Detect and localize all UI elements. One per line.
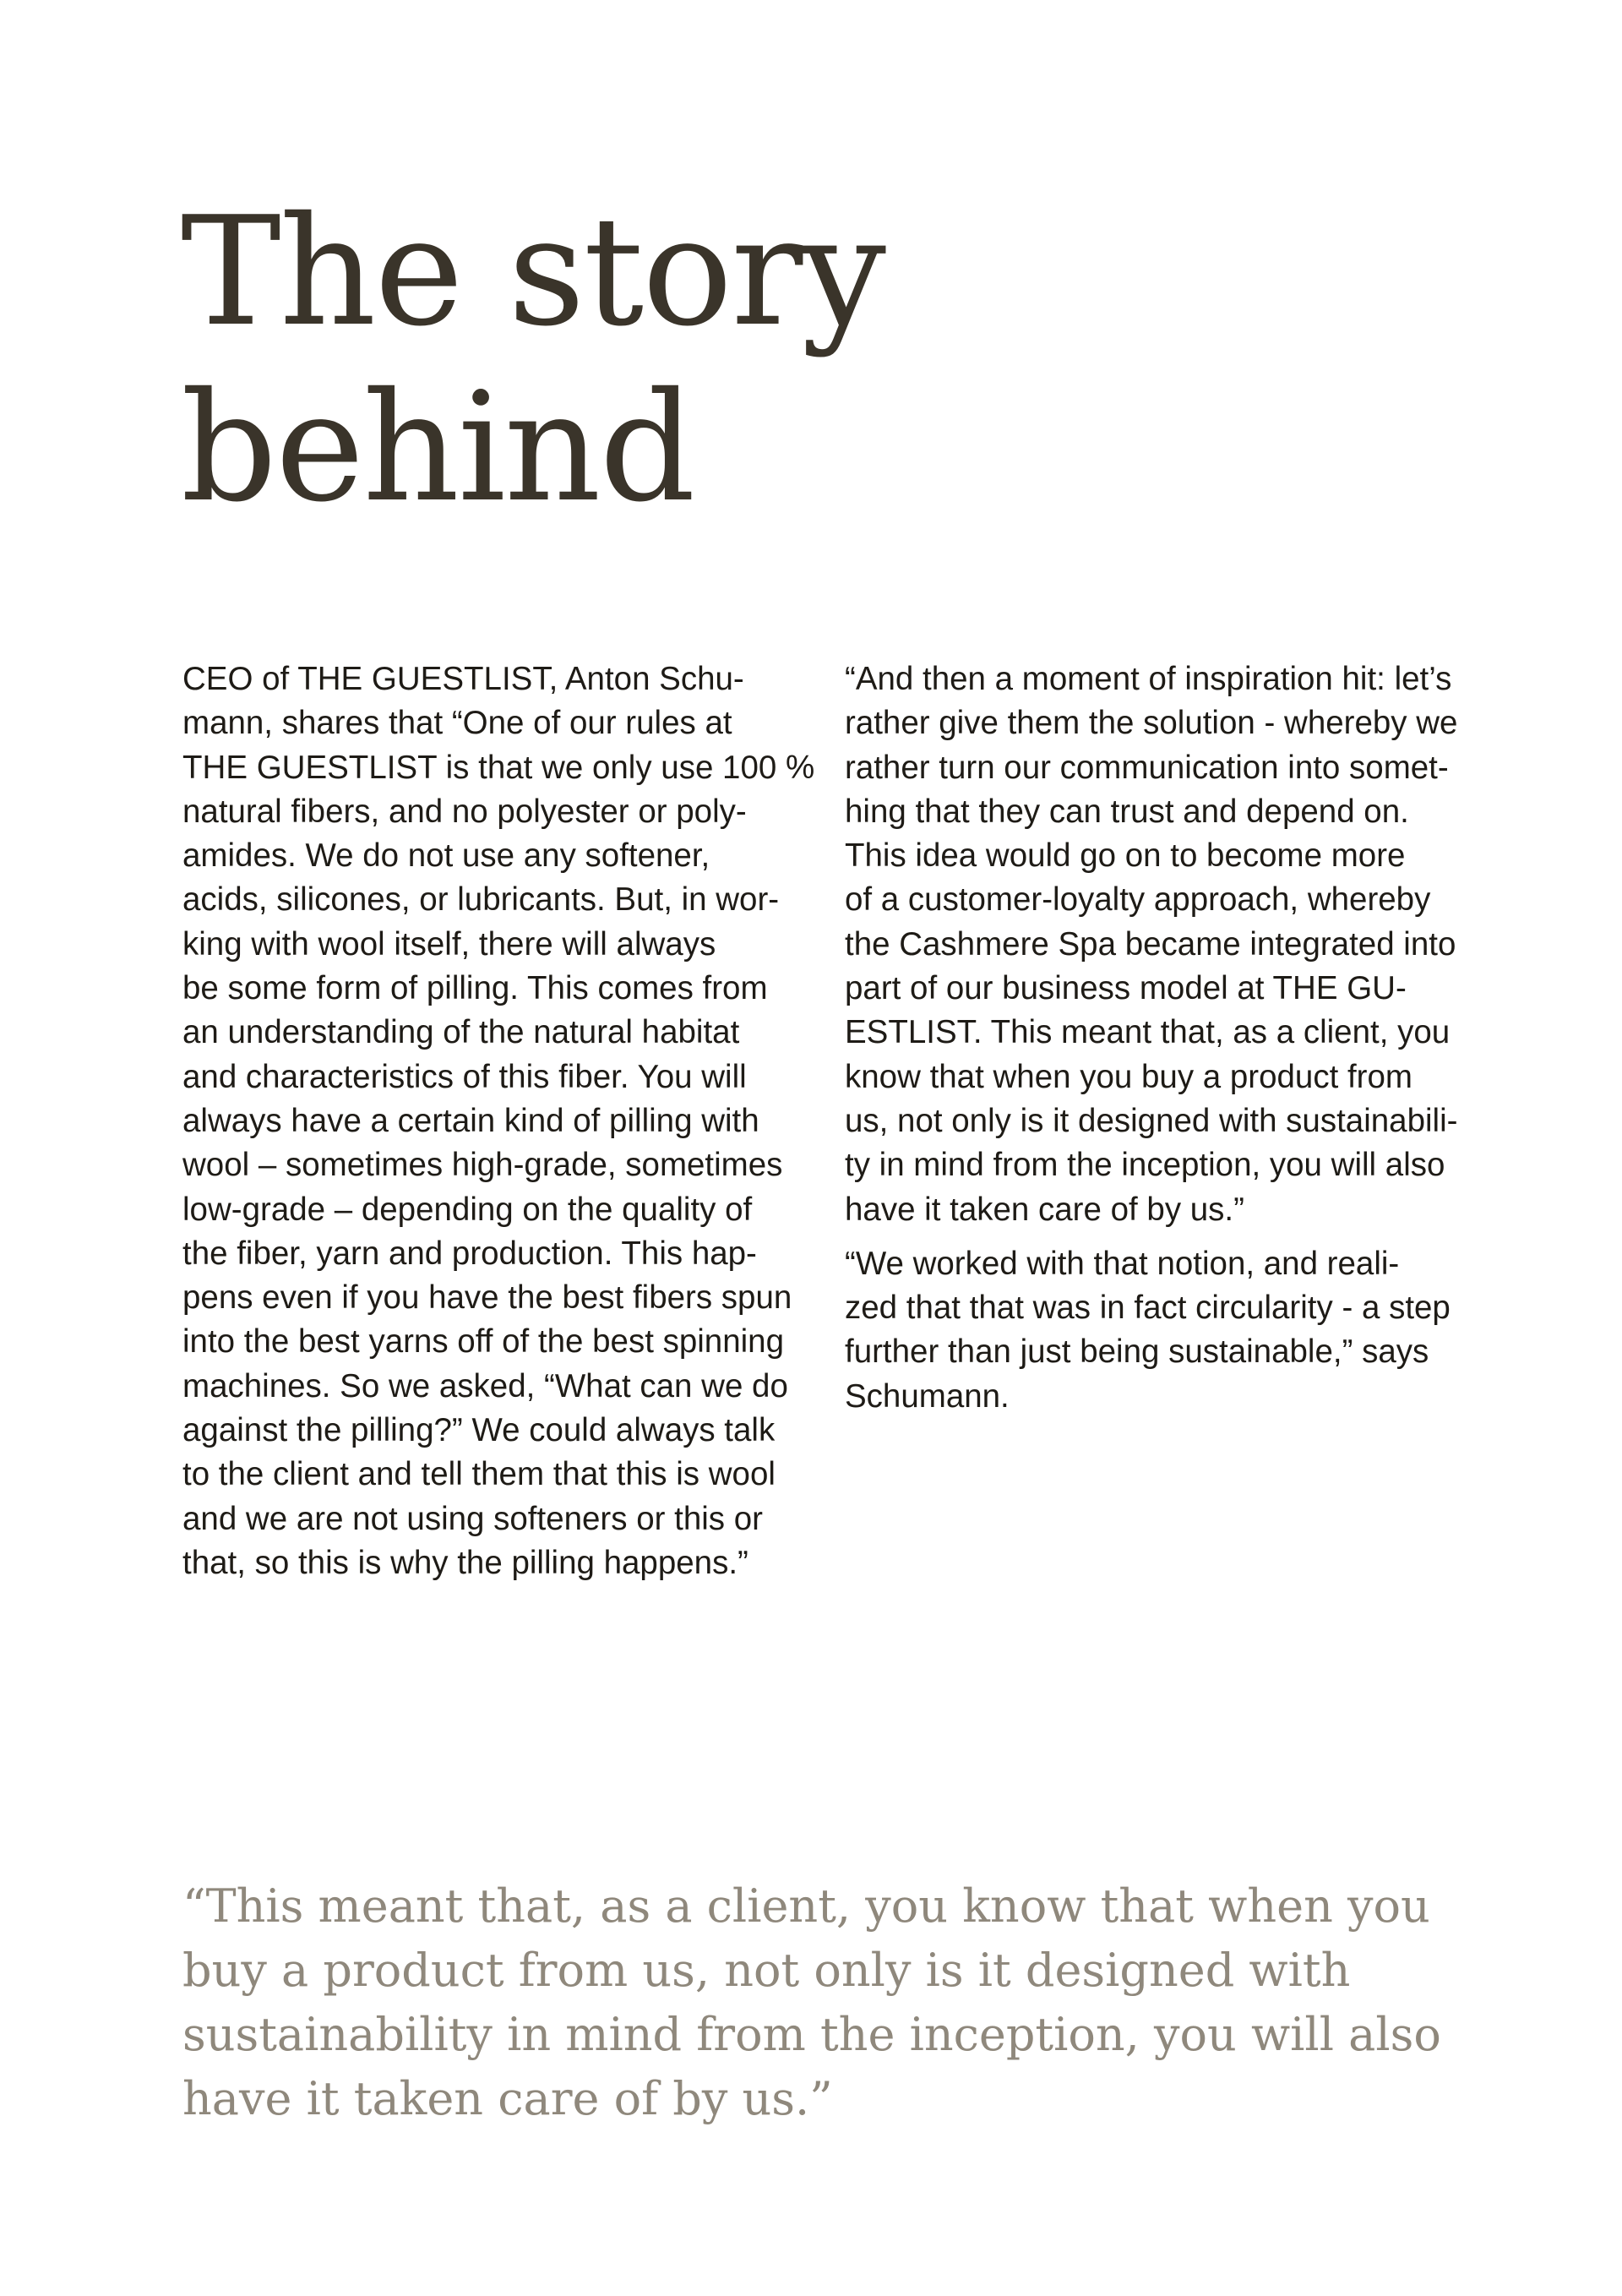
body-line: the Cashmere Spa became integrated into (845, 925, 1456, 963)
body-line: king with wool itself, there will always (182, 925, 716, 963)
body-line: and characteristics of this fiber. You will (182, 1058, 747, 1095)
body-line: amides. We do not use any softener, (182, 837, 710, 875)
body-line: know that when you buy a product from (845, 1058, 1412, 1095)
body-line: have it taken care of by us.” (845, 1191, 1244, 1228)
body-line: hing that they can trust and depend on. (845, 793, 1409, 830)
body-line: against the pilling?” We could always talk (182, 1412, 776, 1449)
body-line: the fiber, yarn and production. This hap- (182, 1235, 757, 1272)
body-line: acids, silicones, or lubricants. But, in wor- (182, 881, 780, 919)
pull-quote-line: have it taken care of by us.” (182, 2072, 833, 2125)
body-line: machines. So we asked, “What can we do (182, 1367, 788, 1404)
body-line: always have a certain kind of pilling with (182, 1102, 759, 1139)
body-line: that, so this is why the pilling happens.” (182, 1544, 748, 1581)
body-line: of a customer-loyalty approach, whereby (845, 881, 1431, 919)
body-line: wool – sometimes high-grade, sometimes (182, 1147, 783, 1184)
body-line: ty in mind from the inception, you will also (845, 1147, 1445, 1184)
body-line: part of our business model at THE GU- (845, 970, 1407, 1007)
body-line: an understanding of the natural habitat (182, 1014, 740, 1051)
body-line: into the best yarns off of the best spinning (182, 1323, 785, 1361)
body-line: natural fibers, and no polyester or poly- (182, 793, 747, 830)
pull-quote-line: “This meant that, as a client, you know that when you (182, 1879, 1430, 1933)
page-title (181, 184, 1026, 536)
body-line: CEO of THE GUESTLIST, Anton Schu- (182, 661, 744, 697)
body-line: pens even if you have the best fibers spun (182, 1279, 792, 1317)
right-column-paragraph-1 (845, 657, 1457, 1232)
body-line: zed that that was in fact circularity - a step (845, 1290, 1451, 1327)
pull-quote (182, 1874, 1492, 2131)
left-column-paragraph (182, 657, 815, 1585)
body-line: low-grade – depending on the quality of (182, 1191, 753, 1228)
page-title-line-1: The story (181, 184, 884, 359)
body-line: THE GUESTLIST is that we only use 100 % (182, 749, 815, 786)
page-title-line-2: behind (181, 360, 694, 535)
pull-quote-line: sustainability in mind from the inception, you will also (182, 2008, 1441, 2061)
right-column (845, 657, 1457, 1419)
body-line: further than just being sustainable,” says (845, 1333, 1429, 1371)
body-line: to the client and tell them that this is wool (182, 1456, 776, 1493)
body-line: This idea would go on to become more (845, 837, 1406, 875)
body-line: rather turn our communication into somet- (845, 749, 1449, 786)
body-line: “And then a moment of inspiration hit: let’s (845, 661, 1452, 697)
left-column (182, 657, 815, 1585)
pull-quote-line: buy a product from us, not only is it designed with (182, 1944, 1351, 1997)
body-line: us, not only is it designed with sustainabili- (845, 1102, 1458, 1139)
body-line: be some form of pilling. This comes from (182, 970, 768, 1007)
right-column-paragraph-2 (845, 1242, 1457, 1419)
body-line: Schumann. (845, 1377, 1010, 1415)
body-line: mann, shares that “One of our rules at (182, 705, 732, 742)
body-line: “We worked with that notion, and reali- (845, 1245, 1400, 1282)
body-line: rather give them the solution - whereby we (845, 705, 1458, 742)
body-line: and we are not using softeners or this or (182, 1500, 763, 1537)
body-line: ESTLIST. This meant that, as a client, you (845, 1014, 1451, 1051)
